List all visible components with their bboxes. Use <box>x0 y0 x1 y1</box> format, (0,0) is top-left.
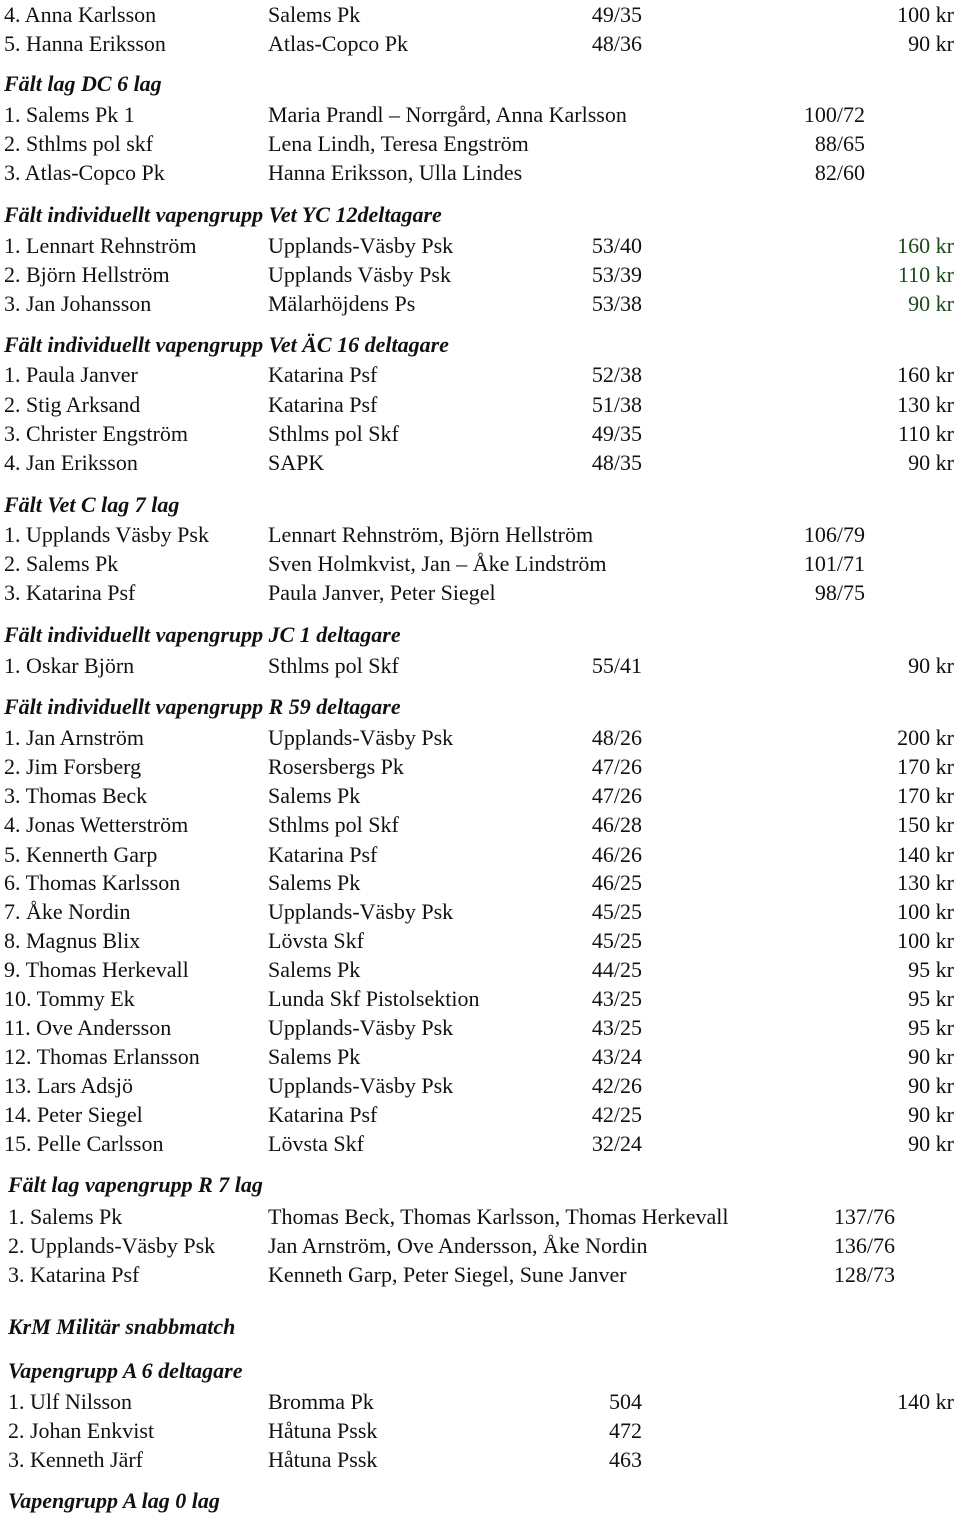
result-prize: 140 kr <box>897 1389 954 1414</box>
result-prize: 100 kr <box>897 2 954 27</box>
result-row <box>0 1447 960 1475</box>
result-club: Paula Janver, Peter Siegel <box>268 580 496 605</box>
result-name: 15. Pelle Carlsson <box>4 1131 164 1156</box>
section-heading: Vapengrupp A 6 deltagare <box>8 1358 243 1383</box>
result-row <box>0 725 960 753</box>
result-club: Salems Pk <box>268 1044 361 1069</box>
result-name: 1. Salems Pk 1 <box>4 102 135 127</box>
result-name: 8. Magnus Blix <box>4 928 141 953</box>
result-name: 1. Upplands Väsby Psk <box>4 522 209 547</box>
result-row <box>0 450 960 478</box>
result-prize: 90 kr <box>908 1073 954 1098</box>
result-club: Jan Arnström, Ove Andersson, Åke Nordin <box>268 1233 648 1258</box>
result-club: Katarina Psf <box>268 1102 378 1127</box>
result-club: Sthlms pol Skf <box>268 812 399 837</box>
result-prize: 140 kr <box>897 842 954 867</box>
section-heading: Fält individuellt vapengrupp JC 1 deltagare <box>4 622 401 647</box>
result-score: 463 <box>609 1447 642 1472</box>
result-score: 46/28 <box>591 812 642 837</box>
result-prize: 90 kr <box>908 1131 954 1156</box>
result-club: Upplands-Väsby Psk <box>268 899 454 924</box>
result-club: Salems Pk <box>268 783 361 808</box>
result-row <box>0 754 960 782</box>
result-row <box>0 1233 960 1261</box>
result-prize: 95 kr <box>908 957 954 982</box>
result-name: 1. Salems Pk <box>8 1204 123 1229</box>
result-name: 2. Salems Pk <box>4 551 119 576</box>
result-score: 48/36 <box>591 31 642 56</box>
result-score: 100/72 <box>803 102 865 127</box>
result-row <box>0 928 960 956</box>
result-name: 14. Peter Siegel <box>4 1102 143 1127</box>
result-club: Katarina Psf <box>268 362 378 387</box>
result-row <box>0 421 960 449</box>
result-score: 53/40 <box>591 233 642 258</box>
result-score: 47/26 <box>591 754 642 779</box>
result-score: 43/25 <box>591 1015 642 1040</box>
result-score: 136/76 <box>833 1233 895 1258</box>
result-row <box>0 1389 960 1417</box>
result-prize: 170 kr <box>897 783 954 808</box>
result-score: 46/25 <box>591 870 642 895</box>
result-club: Lunda Skf Pistolsektion <box>268 986 480 1011</box>
result-score: 49/35 <box>591 421 642 446</box>
result-prize: 110 kr <box>897 262 954 287</box>
result-score: 51/38 <box>591 392 642 417</box>
result-score: 42/25 <box>591 1102 642 1127</box>
result-prize: 90 kr <box>908 1044 954 1069</box>
result-name: 1. Ulf Nilsson <box>8 1389 133 1414</box>
section-heading: Fält individuellt vapengrupp R 59 deltagare <box>4 694 401 719</box>
result-row <box>0 870 960 898</box>
result-club: Håtuna Pssk <box>268 1447 378 1472</box>
result-name: 3. Katarina Psf <box>4 580 136 605</box>
result-score: 82/60 <box>814 160 865 185</box>
result-name: 3. Jan Johansson <box>4 291 152 316</box>
section-heading: KrM Militär snabbmatch <box>8 1314 236 1339</box>
result-row <box>0 1418 960 1446</box>
result-score: 55/41 <box>591 653 642 678</box>
result-row <box>0 1102 960 1130</box>
result-score: 42/26 <box>591 1073 642 1098</box>
section-heading: Fält lag vapengrupp R 7 lag <box>8 1172 263 1197</box>
result-name: 3. Kenneth Järf <box>8 1447 144 1472</box>
result-club: Sthlms pol Skf <box>268 653 399 678</box>
result-name: 1. Jan Arnström <box>4 725 144 750</box>
result-score: 472 <box>609 1418 642 1443</box>
result-score: 98/75 <box>814 580 865 605</box>
result-club: Sthlms pol Skf <box>268 421 399 446</box>
result-name: 5. Hanna Eriksson <box>4 31 166 56</box>
result-score: 106/79 <box>803 522 865 547</box>
result-row <box>0 102 960 130</box>
result-club: Kenneth Garp, Peter Siegel, Sune Janver <box>268 1262 627 1287</box>
result-prize: 90 kr <box>908 1102 954 1127</box>
result-row <box>0 1015 960 1043</box>
result-prize: 130 kr <box>897 870 954 895</box>
section-heading: Vapengrupp A lag 0 lag <box>8 1488 220 1513</box>
result-club: Katarina Psf <box>268 392 378 417</box>
result-name: 13. Lars Adsjö <box>4 1073 133 1098</box>
section-heading: Fält individuellt vapengrupp Vet YC 12deltagare <box>4 202 442 227</box>
result-row <box>0 131 960 159</box>
result-row <box>0 233 960 261</box>
result-club: Salems Pk <box>268 870 361 895</box>
result-club: Lena Lindh, Teresa Engström <box>268 131 529 156</box>
result-name: 12. Thomas Erlansson <box>4 1044 200 1069</box>
result-row <box>0 1073 960 1101</box>
result-name: 3. Christer Engström <box>4 421 188 446</box>
result-score: 52/38 <box>591 362 642 387</box>
result-score: 47/26 <box>591 783 642 808</box>
result-row <box>0 1204 960 1232</box>
result-club: Upplands-Väsby Psk <box>268 233 454 258</box>
result-name: 2. Jim Forsberg <box>4 754 142 779</box>
result-score: 44/25 <box>591 957 642 982</box>
result-club: Atlas-Copco Pk <box>268 31 408 56</box>
result-row <box>0 986 960 1014</box>
result-score: 48/26 <box>591 725 642 750</box>
result-score: 48/35 <box>591 450 642 475</box>
result-prize: 90 kr <box>908 31 954 56</box>
result-row <box>0 291 960 319</box>
result-score: 43/24 <box>591 1044 642 1069</box>
result-prize: 100 kr <box>897 899 954 924</box>
result-name: 6. Thomas Karlsson <box>4 870 181 895</box>
result-score: 137/76 <box>833 1204 895 1229</box>
result-prize: 160 kr <box>897 233 954 258</box>
result-club: Bromma Pk <box>268 1389 374 1414</box>
result-row <box>0 957 960 985</box>
result-score: 49/35 <box>591 2 642 27</box>
result-score: 101/71 <box>803 551 865 576</box>
result-name: 3. Atlas-Copco Pk <box>4 160 165 185</box>
result-club: Rosersbergs Pk <box>268 754 404 779</box>
result-name: 10. Tommy Ek <box>4 986 135 1011</box>
result-name: 2. Stig Arksand <box>4 392 141 417</box>
result-club: Upplands-Väsby Psk <box>268 725 454 750</box>
result-name: 4. Jan Eriksson <box>4 450 138 475</box>
result-row <box>0 551 960 579</box>
result-name: 2. Johan Enkvist <box>8 1418 155 1443</box>
result-row <box>0 580 960 608</box>
result-prize: 200 kr <box>897 725 954 750</box>
result-club: Upplands Väsby Psk <box>268 262 451 287</box>
result-prize: 160 kr <box>897 362 954 387</box>
result-score: 88/65 <box>814 131 865 156</box>
section-heading: Fält Vet C lag 7 lag <box>4 492 180 517</box>
result-score: 45/25 <box>591 899 642 924</box>
result-row <box>0 783 960 811</box>
result-club: Lövsta Skf <box>268 928 364 953</box>
result-row <box>0 1044 960 1072</box>
result-score: 504 <box>609 1389 642 1414</box>
result-prize: 95 kr <box>908 1015 954 1040</box>
result-name: 2. Upplands-Väsby Psk <box>8 1233 216 1258</box>
result-club: Salems Pk <box>268 957 361 982</box>
result-club: Mälarhöjdens Ps <box>268 291 416 316</box>
result-club: Upplands-Väsby Psk <box>268 1015 454 1040</box>
result-prize: 110 kr <box>897 421 954 446</box>
result-row <box>0 160 960 188</box>
section-heading: Fält lag DC 6 lag <box>4 71 162 96</box>
result-row <box>0 899 960 927</box>
result-name: 11. Ove Andersson <box>4 1015 172 1040</box>
result-score: 128/73 <box>833 1262 895 1287</box>
result-prize: 90 kr <box>908 450 954 475</box>
result-row <box>0 2 960 30</box>
result-prize: 90 kr <box>908 291 954 316</box>
result-club: Lennart Rehnström, Björn Hellström <box>268 522 594 547</box>
result-score: 46/26 <box>591 842 642 867</box>
result-row <box>0 362 960 390</box>
result-prize: 95 kr <box>908 986 954 1011</box>
result-name: 9. Thomas Herkevall <box>4 957 189 982</box>
result-row <box>0 262 960 290</box>
result-row <box>0 653 960 681</box>
result-name: 3. Katarina Psf <box>8 1262 140 1287</box>
result-prize: 130 kr <box>897 392 954 417</box>
result-name: 4. Jonas Wetterström <box>4 812 189 837</box>
result-row <box>0 31 960 59</box>
result-name: 7. Åke Nordin <box>4 899 131 924</box>
result-club: Katarina Psf <box>268 842 378 867</box>
result-prize: 150 kr <box>897 812 954 837</box>
result-club: Lövsta Skf <box>268 1131 364 1156</box>
result-club: Håtuna Pssk <box>268 1418 378 1443</box>
result-club: Upplands-Väsby Psk <box>268 1073 454 1098</box>
result-name: 4. Anna Karlsson <box>4 2 157 27</box>
result-name: 5. Kennerth Garp <box>4 842 158 867</box>
result-name: 2. Björn Hellström <box>4 262 170 287</box>
result-score: 45/25 <box>591 928 642 953</box>
result-club: Sven Holmkvist, Jan – Åke Lindström <box>268 551 607 576</box>
result-prize: 100 kr <box>897 928 954 953</box>
result-score: 32/24 <box>591 1131 642 1156</box>
result-score: 53/38 <box>591 291 642 316</box>
result-row <box>0 1262 960 1290</box>
result-club: Salems Pk <box>268 2 361 27</box>
result-name: 3. Thomas Beck <box>4 783 148 808</box>
result-prize: 90 kr <box>908 653 954 678</box>
result-name: 2. Sthlms pol skf <box>4 131 154 156</box>
result-name: 1. Oskar Björn <box>4 653 135 678</box>
result-club: SAPK <box>268 450 325 475</box>
result-name: 1. Paula Janver <box>4 362 138 387</box>
result-row <box>0 842 960 870</box>
result-score: 53/39 <box>591 262 642 287</box>
section-heading: Fält individuellt vapengrupp Vet ÄC 16 deltagare <box>4 332 449 357</box>
result-score: 43/25 <box>591 986 642 1011</box>
result-prize: 170 kr <box>897 754 954 779</box>
result-row <box>0 1131 960 1159</box>
result-club: Maria Prandl – Norrgård, Anna Karlsson <box>268 102 627 127</box>
result-row <box>0 522 960 550</box>
result-club: Thomas Beck, Thomas Karlsson, Thomas Herkevall <box>268 1204 729 1229</box>
result-club: Hanna Eriksson, Ulla Lindes <box>268 160 523 185</box>
result-name: 1. Lennart Rehnström <box>4 233 197 258</box>
result-row <box>0 812 960 840</box>
result-row <box>0 392 960 420</box>
